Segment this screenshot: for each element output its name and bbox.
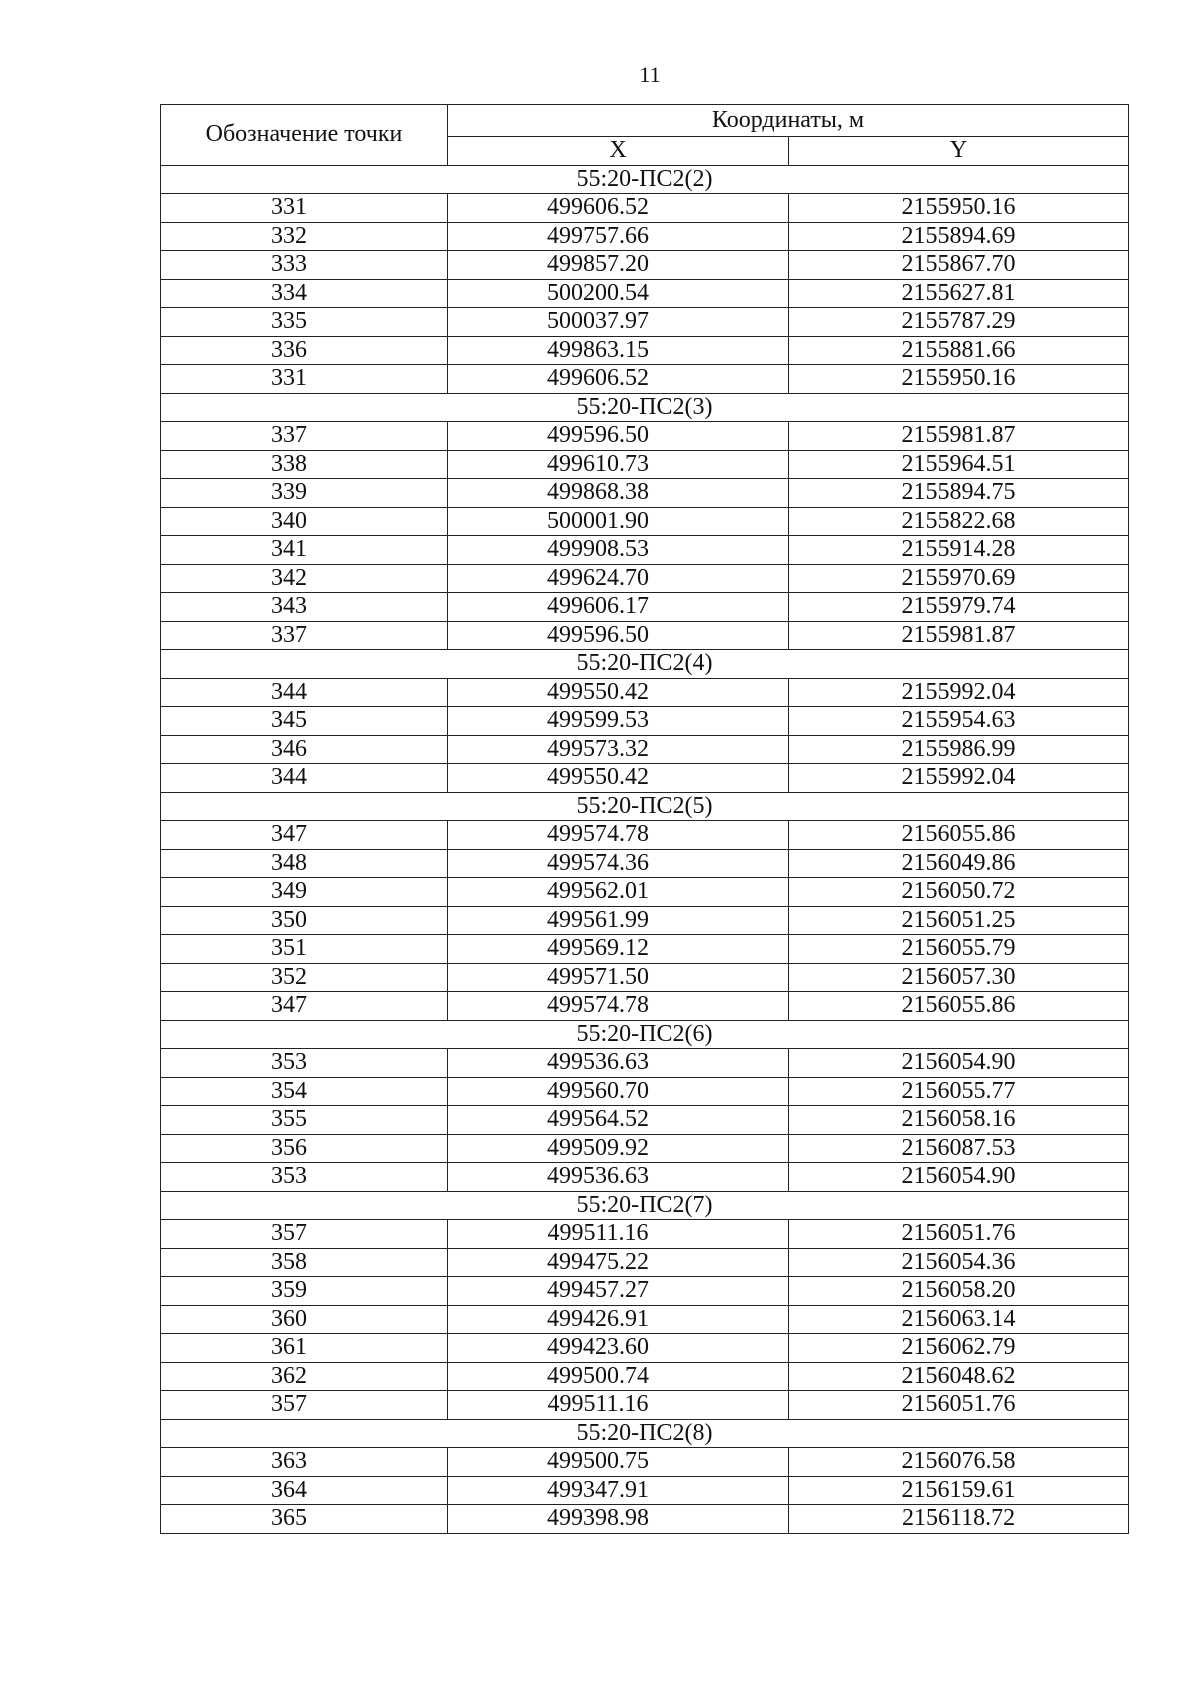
point-number-cell: 339 xyxy=(161,479,448,508)
y-coordinate-cell: 2155964.51 xyxy=(789,450,1129,479)
y-coordinate-cell: 2156055.86 xyxy=(789,821,1129,850)
point-number-cell: 341 xyxy=(161,536,448,565)
table-row xyxy=(161,536,1129,565)
point-number-cell: 357 xyxy=(161,1220,448,1249)
point-number-cell: 345 xyxy=(161,707,448,736)
point-number-cell: 347 xyxy=(161,992,448,1021)
group-row xyxy=(161,1020,1129,1049)
group-row xyxy=(161,1419,1129,1448)
x-coordinate-cell: 499908.53 xyxy=(448,536,789,565)
y-coordinate-cell: 2155627.81 xyxy=(789,279,1129,308)
y-coordinate-cell: 2156051.25 xyxy=(789,906,1129,935)
x-coordinate-cell: 499610.73 xyxy=(448,450,789,479)
table-row xyxy=(161,1305,1129,1334)
y-coordinate-cell: 2155992.04 xyxy=(789,678,1129,707)
group-row xyxy=(161,792,1129,821)
table-row xyxy=(161,507,1129,536)
point-number-cell: 346 xyxy=(161,735,448,764)
table-row xyxy=(161,678,1129,707)
point-number-cell: 340 xyxy=(161,507,448,536)
point-number-cell: 336 xyxy=(161,336,448,365)
point-number-cell: 356 xyxy=(161,1134,448,1163)
y-coordinate-cell: 2155914.28 xyxy=(789,536,1129,565)
table-row xyxy=(161,593,1129,622)
x-coordinate-cell: 499573.32 xyxy=(448,735,789,764)
table-row xyxy=(161,735,1129,764)
point-number-cell: 353 xyxy=(161,1049,448,1078)
y-coordinate-cell: 2156087.53 xyxy=(789,1134,1129,1163)
x-coordinate-cell: 499500.75 xyxy=(448,1448,789,1477)
y-coordinate-cell: 2155992.04 xyxy=(789,764,1129,793)
group-title: 55:20-ПС2(5) xyxy=(161,792,1129,821)
group-row xyxy=(161,650,1129,679)
x-coordinate-cell: 499574.36 xyxy=(448,849,789,878)
y-coordinate-cell: 2155950.16 xyxy=(789,194,1129,223)
point-number-cell: 360 xyxy=(161,1305,448,1334)
table-row xyxy=(161,906,1129,935)
header-x: X xyxy=(448,137,789,166)
y-coordinate-cell: 2156055.79 xyxy=(789,935,1129,964)
table-row xyxy=(161,1248,1129,1277)
group-title: 55:20-ПС2(4) xyxy=(161,650,1129,679)
header-point-designation: Обозначение точки xyxy=(161,105,448,166)
y-coordinate-cell: 2155981.87 xyxy=(789,621,1129,650)
point-number-cell: 353 xyxy=(161,1163,448,1192)
point-number-cell: 358 xyxy=(161,1248,448,1277)
x-coordinate-cell: 500037.97 xyxy=(448,308,789,337)
header-coordinates: Координаты, м xyxy=(448,105,1129,137)
y-coordinate-cell: 2156051.76 xyxy=(789,1220,1129,1249)
x-coordinate-cell: 499574.78 xyxy=(448,992,789,1021)
y-coordinate-cell: 2155979.74 xyxy=(789,593,1129,622)
table-row xyxy=(161,479,1129,508)
y-coordinate-cell: 2156058.16 xyxy=(789,1106,1129,1135)
point-number-cell: 347 xyxy=(161,821,448,850)
group-row xyxy=(161,393,1129,422)
y-coordinate-cell: 2155894.69 xyxy=(789,222,1129,251)
y-coordinate-cell: 2155894.75 xyxy=(789,479,1129,508)
point-number-cell: 349 xyxy=(161,878,448,907)
table-row xyxy=(161,308,1129,337)
table-row xyxy=(161,1448,1129,1477)
y-coordinate-cell: 2156055.86 xyxy=(789,992,1129,1021)
table-row xyxy=(161,992,1129,1021)
y-coordinate-cell: 2156118.72 xyxy=(789,1505,1129,1534)
table-row xyxy=(161,1391,1129,1420)
y-coordinate-cell: 2156159.61 xyxy=(789,1476,1129,1505)
x-coordinate-cell: 499599.53 xyxy=(448,707,789,736)
x-coordinate-cell: 499606.52 xyxy=(448,194,789,223)
x-coordinate-cell: 499569.12 xyxy=(448,935,789,964)
table-row xyxy=(161,1163,1129,1192)
point-number-cell: 365 xyxy=(161,1505,448,1534)
x-coordinate-cell: 499511.16 xyxy=(448,1391,789,1420)
x-coordinate-cell: 499596.50 xyxy=(448,422,789,451)
x-coordinate-cell: 499863.15 xyxy=(448,336,789,365)
table-row xyxy=(161,251,1129,280)
x-coordinate-cell: 499423.60 xyxy=(448,1334,789,1363)
y-coordinate-cell: 2155954.63 xyxy=(789,707,1129,736)
y-coordinate-cell: 2156049.86 xyxy=(789,849,1129,878)
x-coordinate-cell: 500200.54 xyxy=(448,279,789,308)
y-coordinate-cell: 2156076.58 xyxy=(789,1448,1129,1477)
y-coordinate-cell: 2156050.72 xyxy=(789,878,1129,907)
y-coordinate-cell: 2156062.79 xyxy=(789,1334,1129,1363)
x-coordinate-cell: 499624.70 xyxy=(448,564,789,593)
point-number-cell: 331 xyxy=(161,365,448,394)
point-number-cell: 351 xyxy=(161,935,448,964)
x-coordinate-cell: 499868.38 xyxy=(448,479,789,508)
point-number-cell: 361 xyxy=(161,1334,448,1363)
table-row xyxy=(161,1049,1129,1078)
point-number-cell: 337 xyxy=(161,422,448,451)
x-coordinate-cell: 499398.98 xyxy=(448,1505,789,1534)
point-number-cell: 342 xyxy=(161,564,448,593)
table-row xyxy=(161,1220,1129,1249)
point-number-cell: 333 xyxy=(161,251,448,280)
coordinates-table xyxy=(160,104,1129,1534)
point-number-cell: 338 xyxy=(161,450,448,479)
table-row xyxy=(161,1277,1129,1306)
table-row xyxy=(161,450,1129,479)
group-row xyxy=(161,165,1129,194)
table-row xyxy=(161,1077,1129,1106)
table-row xyxy=(161,194,1129,223)
point-number-cell: 363 xyxy=(161,1448,448,1477)
table-row xyxy=(161,1362,1129,1391)
point-number-cell: 359 xyxy=(161,1277,448,1306)
x-coordinate-cell: 499536.63 xyxy=(448,1163,789,1192)
point-number-cell: 334 xyxy=(161,279,448,308)
table-row xyxy=(161,1505,1129,1534)
group-title: 55:20-ПС2(8) xyxy=(161,1419,1129,1448)
group-title: 55:20-ПС2(7) xyxy=(161,1191,1129,1220)
y-coordinate-cell: 2156054.36 xyxy=(789,1248,1129,1277)
y-coordinate-cell: 2156054.90 xyxy=(789,1163,1129,1192)
x-coordinate-cell: 499574.78 xyxy=(448,821,789,850)
table-row xyxy=(161,621,1129,650)
y-coordinate-cell: 2155950.16 xyxy=(789,365,1129,394)
table-row xyxy=(161,1476,1129,1505)
point-number-cell: 343 xyxy=(161,593,448,622)
x-coordinate-cell: 499606.17 xyxy=(448,593,789,622)
point-number-cell: 331 xyxy=(161,194,448,223)
point-number-cell: 364 xyxy=(161,1476,448,1505)
x-coordinate-cell: 499857.20 xyxy=(448,251,789,280)
x-coordinate-cell: 499457.27 xyxy=(448,1277,789,1306)
table-row xyxy=(161,422,1129,451)
y-coordinate-cell: 2156057.30 xyxy=(789,963,1129,992)
table-row xyxy=(161,336,1129,365)
y-coordinate-cell: 2155787.29 xyxy=(789,308,1129,337)
point-number-cell: 332 xyxy=(161,222,448,251)
x-coordinate-cell: 499561.99 xyxy=(448,906,789,935)
point-number-cell: 352 xyxy=(161,963,448,992)
x-coordinate-cell: 499596.50 xyxy=(448,621,789,650)
table-row xyxy=(161,821,1129,850)
x-coordinate-cell: 500001.90 xyxy=(448,507,789,536)
x-coordinate-cell: 499550.42 xyxy=(448,678,789,707)
table-row xyxy=(161,935,1129,964)
point-number-cell: 354 xyxy=(161,1077,448,1106)
point-number-cell: 344 xyxy=(161,764,448,793)
point-number-cell: 350 xyxy=(161,906,448,935)
x-coordinate-cell: 499550.42 xyxy=(448,764,789,793)
y-coordinate-cell: 2156055.77 xyxy=(789,1077,1129,1106)
x-coordinate-cell: 499347.91 xyxy=(448,1476,789,1505)
table-row xyxy=(161,564,1129,593)
table-row xyxy=(161,365,1129,394)
point-number-cell: 355 xyxy=(161,1106,448,1135)
table-row xyxy=(161,1106,1129,1135)
table-row xyxy=(161,279,1129,308)
y-coordinate-cell: 2156054.90 xyxy=(789,1049,1129,1078)
point-number-cell: 362 xyxy=(161,1362,448,1391)
point-number-cell: 357 xyxy=(161,1391,448,1420)
x-coordinate-cell: 499606.52 xyxy=(448,365,789,394)
x-coordinate-cell: 499426.91 xyxy=(448,1305,789,1334)
table-row xyxy=(161,878,1129,907)
y-coordinate-cell: 2155881.66 xyxy=(789,336,1129,365)
x-coordinate-cell: 499562.01 xyxy=(448,878,789,907)
x-coordinate-cell: 499571.50 xyxy=(448,963,789,992)
table-row xyxy=(161,707,1129,736)
x-coordinate-cell: 499757.66 xyxy=(448,222,789,251)
group-title: 55:20-ПС2(6) xyxy=(161,1020,1129,1049)
table-body xyxy=(161,165,1129,1533)
x-coordinate-cell: 499564.52 xyxy=(448,1106,789,1135)
y-coordinate-cell: 2155970.69 xyxy=(789,564,1129,593)
group-row xyxy=(161,1191,1129,1220)
x-coordinate-cell: 499536.63 xyxy=(448,1049,789,1078)
y-coordinate-cell: 2155981.87 xyxy=(789,422,1129,451)
y-coordinate-cell: 2155986.99 xyxy=(789,735,1129,764)
point-number-cell: 337 xyxy=(161,621,448,650)
group-title: 55:20-ПС2(2) xyxy=(161,165,1129,194)
table-row xyxy=(161,963,1129,992)
x-coordinate-cell: 499511.16 xyxy=(448,1220,789,1249)
x-coordinate-cell: 499560.70 xyxy=(448,1077,789,1106)
y-coordinate-cell: 2155822.68 xyxy=(789,507,1129,536)
y-coordinate-cell: 2156051.76 xyxy=(789,1391,1129,1420)
group-title: 55:20-ПС2(3) xyxy=(161,393,1129,422)
x-coordinate-cell: 499509.92 xyxy=(448,1134,789,1163)
table-header xyxy=(161,105,1129,166)
y-coordinate-cell: 2156058.20 xyxy=(789,1277,1129,1306)
table-row xyxy=(161,1334,1129,1363)
table-row xyxy=(161,849,1129,878)
header-y: Y xyxy=(789,137,1129,166)
y-coordinate-cell: 2156048.62 xyxy=(789,1362,1129,1391)
table-row xyxy=(161,764,1129,793)
table-row xyxy=(161,1134,1129,1163)
x-coordinate-cell: 499475.22 xyxy=(448,1248,789,1277)
y-coordinate-cell: 2156063.14 xyxy=(789,1305,1129,1334)
point-number-cell: 348 xyxy=(161,849,448,878)
point-number-cell: 335 xyxy=(161,308,448,337)
y-coordinate-cell: 2155867.70 xyxy=(789,251,1129,280)
page-number: 11 xyxy=(639,62,661,87)
point-number-cell: 344 xyxy=(161,678,448,707)
x-coordinate-cell: 499500.74 xyxy=(448,1362,789,1391)
table-row xyxy=(161,222,1129,251)
